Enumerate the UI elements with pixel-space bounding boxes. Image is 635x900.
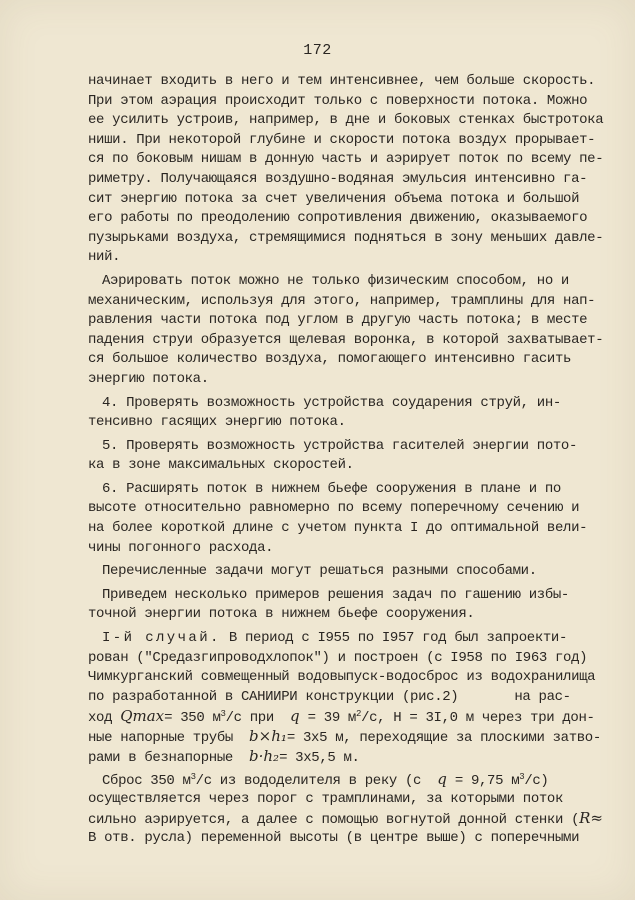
text-line: тенсивно гасящих энергию потока. xyxy=(88,414,346,431)
text-fragment: ход xyxy=(88,710,121,727)
text-line: При этом аэрация происходит только с поверхности потока. Можно xyxy=(88,92,588,109)
text-line xyxy=(88,770,594,790)
text-line: В отв. русла) переменной высоты (в центре выше) с поперечными xyxy=(88,829,580,846)
text-line: ний. xyxy=(88,249,121,266)
superscript: 2 xyxy=(356,709,362,720)
text-line: сит энергию потока за счет увеличения объема потока и большой xyxy=(88,190,580,207)
text-line xyxy=(88,747,594,767)
text-line: чины погонного расхода. xyxy=(88,539,274,556)
text-line: высоте относительно равномерно по всему поперечному сечению и xyxy=(88,500,580,517)
text-fragment: ные напорные трубы xyxy=(88,730,250,746)
text-line: пузырьками воздуха, стремящимися подняться в зону меньших давле- xyxy=(88,229,604,246)
text-line: риметру. Получающаяся воздушно-водяная эмульсия интенсивно га- xyxy=(88,170,588,187)
text-line: Аэрировать поток можно не только физическим способом, но и xyxy=(102,272,569,289)
text-line: Приведем несколько примеров решения задач по гашению избы- xyxy=(102,586,569,603)
handwritten-q: q xyxy=(437,770,447,789)
text-fragment: = 3х5 м, переходящие за плоскими затво- xyxy=(286,730,601,746)
list-item-4: 4. Проверять возможность устройства соударения струй, ин- xyxy=(102,394,561,411)
text-line: ся по боковым нишам в донную часть и аэрирует поток по всему пе- xyxy=(88,151,604,168)
page-number: 172 xyxy=(303,42,332,59)
text-line: энергию потока. xyxy=(88,370,209,387)
text-line: Чимкурганский совмещенный водовыпуск-водосброс из водохранилища xyxy=(88,669,596,686)
text-fragment: /с при xyxy=(225,710,291,727)
handwritten-r: R≈ xyxy=(579,809,604,828)
text-line: осуществляется через порог с трамплинами, за которыми поток xyxy=(88,790,564,807)
text-line: рован ("Средазгипроводхлопок") и построен (с I958 по I963 год) xyxy=(88,649,588,666)
text-fragment: /с, Н = 3I,0 м через три дон- xyxy=(361,710,595,727)
handwritten-bh1: b×h₁ xyxy=(249,727,287,745)
text-line: на более короткой длине с учетом пункта I до оптимальной вели- xyxy=(88,520,588,537)
text-fragment: сильно аэрируется, а далее с помощью вогнутой донной стенки ( xyxy=(88,812,580,829)
text-fragment: рами в безнапорные xyxy=(88,749,250,766)
superscript: 3 xyxy=(190,772,196,783)
text-line: равления части потока под углом в другую часть потока; в месте xyxy=(88,312,588,329)
text-line: Перечисленные задачи могут решаться разными способами. xyxy=(102,563,537,580)
superscript: 3 xyxy=(519,772,525,783)
text-line: точной энергии потока в нижнем бьефе сооружения. xyxy=(88,606,475,623)
text-fragment: = 3х5,5 м. xyxy=(279,749,360,766)
text-fragment: по разработанной в САНИИРИ конструкции (рис.2) xyxy=(88,688,459,705)
text-fragment: = 9,75 м xyxy=(446,773,520,790)
text-line: его работы по преодолению сопротивления движению, оказываемого xyxy=(88,210,588,227)
text-line xyxy=(88,727,601,747)
superscript: 3 xyxy=(220,709,226,720)
case-label: I-й случай. xyxy=(102,630,221,647)
text-line xyxy=(88,688,594,708)
handwritten-qmax: Qmax xyxy=(120,707,165,726)
handwritten-bh2: b·h₂ xyxy=(249,746,280,765)
text-line xyxy=(88,809,604,829)
list-item-5: 5. Проверять возможность устройства гасителей энергии пото- xyxy=(102,437,578,454)
text-fragment: = 350 м xyxy=(164,710,221,727)
handwritten-q: q xyxy=(290,707,300,726)
text-fragment: = 39 м xyxy=(299,710,356,727)
list-item-6: 6. Расширять поток в нижнем бьефе сооружения в плане и по xyxy=(102,480,561,497)
text-fragment: /с из вододелителя в реку (с xyxy=(195,773,438,790)
text-fragment: Сброс 350 м xyxy=(102,773,191,790)
text-line: начинает входить в него и тем интенсивнее, чем больше скорость. xyxy=(88,73,596,89)
case-heading-line xyxy=(88,629,594,649)
body-text xyxy=(88,72,604,849)
text-line: ниши. При некоторой глубине и скорости потока воздух прорывает- xyxy=(88,131,596,148)
case-text: В период с I955 по I957 год был запроекти- xyxy=(220,630,568,647)
text-fragment: на рас- xyxy=(514,688,571,705)
text-line: ка в зоне максимальных скоростей. xyxy=(88,457,354,474)
text-line: падения струи образуется щелевая воронка, в которой захватывает- xyxy=(88,331,604,348)
text-line: ее усилить устроив, например, в дне и боковых стенках быстротока xyxy=(88,112,604,129)
text-line: механическим, используя для этого, например, трамплины для нап- xyxy=(88,292,596,309)
text-fragment: /с) xyxy=(524,773,549,790)
text-line: ся большое количество воздуха, помогающего интенсивно гасить xyxy=(88,351,572,368)
text-line xyxy=(88,707,594,727)
